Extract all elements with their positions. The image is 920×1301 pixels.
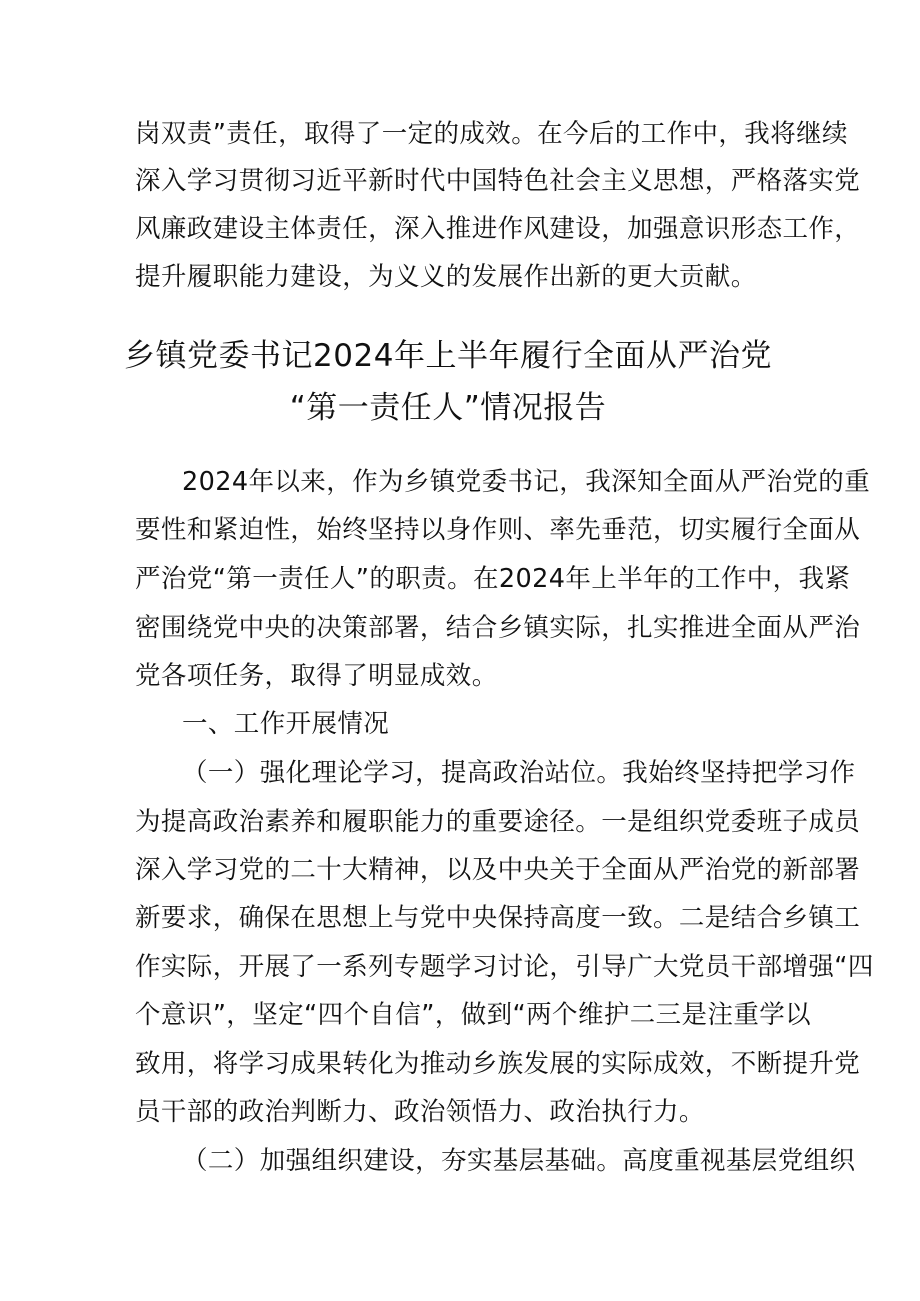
paragraph-line: 致用，将学习成果转化为推动乡族发展的实际成效，不断提升党 bbox=[135, 1049, 861, 1079]
paragraph-line: 密围绕党中央的决策部署，结合乡镇实际，扎实推进全面从严治 bbox=[135, 613, 861, 643]
paragraph-line: 风廉政建设主体责任，深入推进作风建设，加强意识形态工作， bbox=[135, 214, 861, 244]
paragraph-line: 岗双责”责任，取得了一定的成效。在今后的工作中，我将继续 bbox=[135, 119, 848, 149]
paragraph-line: 为提高政治素养和履职能力的重要途径。一是组织党委班子成员 bbox=[135, 807, 861, 837]
report-title-line-2: “第一责任人”情况报告 bbox=[289, 390, 607, 426]
paragraph-line: 深入学习贯彻习近平新时代中国特色社会主义思想，严格落实党 bbox=[135, 166, 861, 196]
subsection-heading-line: （一）强化理论学习，提高政治站位。我始终坚持把学习作 bbox=[182, 758, 856, 788]
subsection-heading-line: （二）加强组织建设，夯实基层基础。高度重视基层党组织 bbox=[182, 1146, 856, 1176]
paragraph-line: 党各项任务，取得了明显成效。 bbox=[135, 661, 498, 691]
paragraph-line: 2024年以来，作为乡镇党委书记，我深知全面从严治党的重 bbox=[182, 467, 871, 497]
paragraph-line: 深入学习党的二十大精神，以及中央关于全面从严治党的新部署 bbox=[135, 855, 861, 885]
paragraph-line: 要性和紧迫性，始终坚持以身作则、率先垂范，切实履行全面从 bbox=[135, 515, 861, 545]
section-heading: 一、工作开展情况 bbox=[182, 709, 390, 739]
report-title-line-1: 乡镇党委书记2024年上半年履行全面从严治党 bbox=[124, 338, 772, 374]
paragraph-line: 提升履职能力建设，为义义的发展作出新的更大贡献。 bbox=[135, 262, 757, 292]
paragraph-line: 新要求，确保在思想上与党中央保持高度一致。二是结合乡镇工 bbox=[135, 903, 861, 933]
paragraph-line: 员干部的政治判断力、政治领悟力、政治执行力。 bbox=[135, 1097, 705, 1127]
paragraph-line: 严治党“第一责任人”的职责。在2024年上半年的工作中，我紧 bbox=[135, 564, 851, 594]
paragraph-line: 个意识”，坚定“四个自信”，做到“两个维护二三是注重学以 bbox=[135, 1000, 812, 1030]
paragraph-line: 作实际，开展了一系列专题学习讨论，引导广大党员干部增强“四 bbox=[135, 952, 874, 982]
